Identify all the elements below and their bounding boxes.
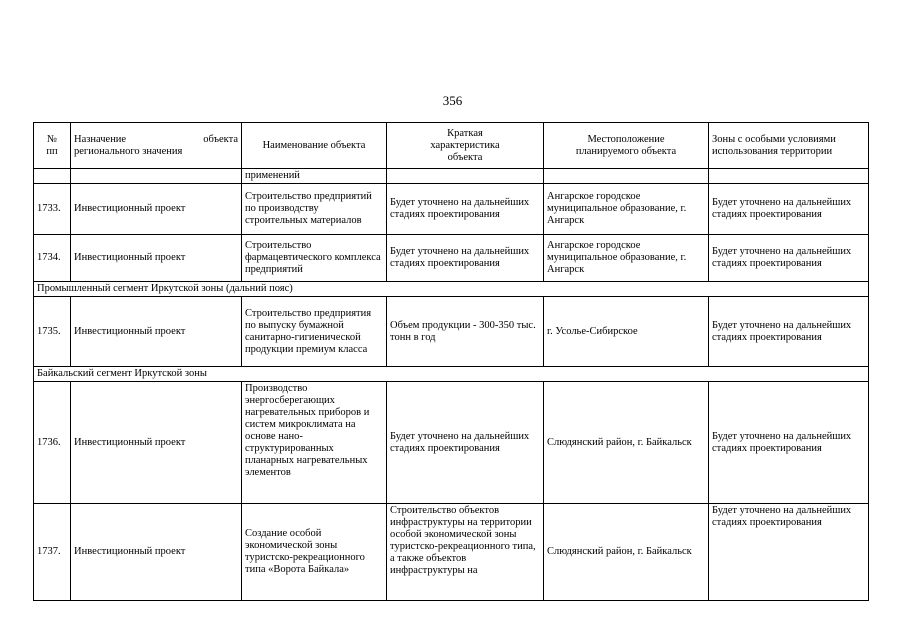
header-name: Наименование объекта — [242, 123, 387, 169]
continuation-name-tail: применений — [242, 169, 387, 184]
row-num: 1733. — [34, 184, 71, 235]
header-num-line1: № — [46, 133, 58, 145]
row-purpose: Инвестиционный проект — [71, 382, 242, 504]
row-location: Слюдянский район, г. Байкальск — [544, 382, 709, 504]
row-zones: Будет уточнено на дальнейших стадиях проектирования — [709, 297, 869, 367]
section-industrial: Промышленный сегмент Иркутской зоны (дальний пояс) — [34, 282, 869, 297]
header-location: Местоположение планируемого объекта — [544, 123, 709, 169]
objects-table — [33, 122, 869, 601]
header-num-line2: пп — [46, 145, 58, 157]
row-location: г. Усолье-Сибирское — [544, 297, 709, 367]
row-location: Ангарское городское муниципальное образование, г. Ангарск — [544, 184, 709, 235]
table-row — [34, 184, 869, 235]
row-num: 1735. — [34, 297, 71, 367]
row-zones: Будет уточнено на дальнейших стадиях проектирования — [709, 382, 869, 504]
header-zones: Зоны с особыми условиями использования территории — [709, 123, 869, 169]
table-row — [34, 504, 869, 601]
section-row — [34, 282, 869, 297]
header-purpose — [71, 123, 242, 169]
table-row — [34, 382, 869, 504]
section-row — [34, 367, 869, 382]
row-brief: Будет уточнено на дальнейших стадиях проектирования — [387, 382, 544, 504]
row-object-name: Производство энергосберегающих нагревательных приборов и систем микроклимата на основе нано-структурированных планарных нагревательных элементов — [242, 382, 387, 504]
row-brief: Будет уточнено на дальнейших стадиях проектирования — [387, 184, 544, 235]
header-brief: Краткая характеристика объекта — [387, 123, 544, 169]
row-object-name: Строительство предприятий по производству строительных материалов — [242, 184, 387, 235]
row-purpose: Инвестиционный проект — [71, 235, 242, 282]
header-num — [34, 123, 71, 169]
row-zones: Будет уточнено на дальнейших стадиях проектирования — [709, 184, 869, 235]
header-purpose-line2: регионального значения — [74, 145, 183, 157]
row-brief: Объем продукции - 300-350 тыс. тонн в год — [387, 297, 544, 367]
row-purpose: Инвестиционный проект — [71, 504, 242, 601]
row-brief: Строительство объектов инфраструктуры на территории особой экономической зоны туристско-рекреационного типа, а также объектов инфраструктуры на — [387, 504, 544, 601]
table-row — [34, 297, 869, 367]
row-location: Слюдянский район, г. Байкальск — [544, 504, 709, 601]
row-zones: Будет уточнено на дальнейших стадиях проектирования — [709, 235, 869, 282]
row-purpose: Инвестиционный проект — [71, 184, 242, 235]
continuation-row — [34, 169, 869, 184]
row-brief: Будет уточнено на дальнейших стадиях проектирования — [387, 235, 544, 282]
row-object-name: Строительство предприятия по выпуску бумажной санитарно-гигиенической продукции премиум класса — [242, 297, 387, 367]
row-purpose: Инвестиционный проект — [71, 297, 242, 367]
row-num: 1736. — [34, 382, 71, 504]
row-num: 1734. — [34, 235, 71, 282]
header-row — [34, 123, 869, 169]
row-object-name: Строительство фармацевтического комплекса предприятий — [242, 235, 387, 282]
header-purpose-word1: Назначение — [74, 133, 127, 145]
page-number: 356 — [442, 93, 463, 108]
table-row — [34, 235, 869, 282]
section-baikal: Байкальский сегмент Иркутской зоны — [34, 367, 869, 382]
row-object-name: Создание особой экономической зоны туристско-рекреационного типа «Ворота Байкала» — [242, 504, 387, 601]
header-purpose-word2: объекта — [203, 133, 238, 145]
row-zones: Будет уточнено на дальнейших стадиях проектирования — [709, 504, 869, 601]
row-location: Ангарское городское муниципальное образование, г. Ангарск — [544, 235, 709, 282]
row-num: 1737. — [34, 504, 71, 601]
